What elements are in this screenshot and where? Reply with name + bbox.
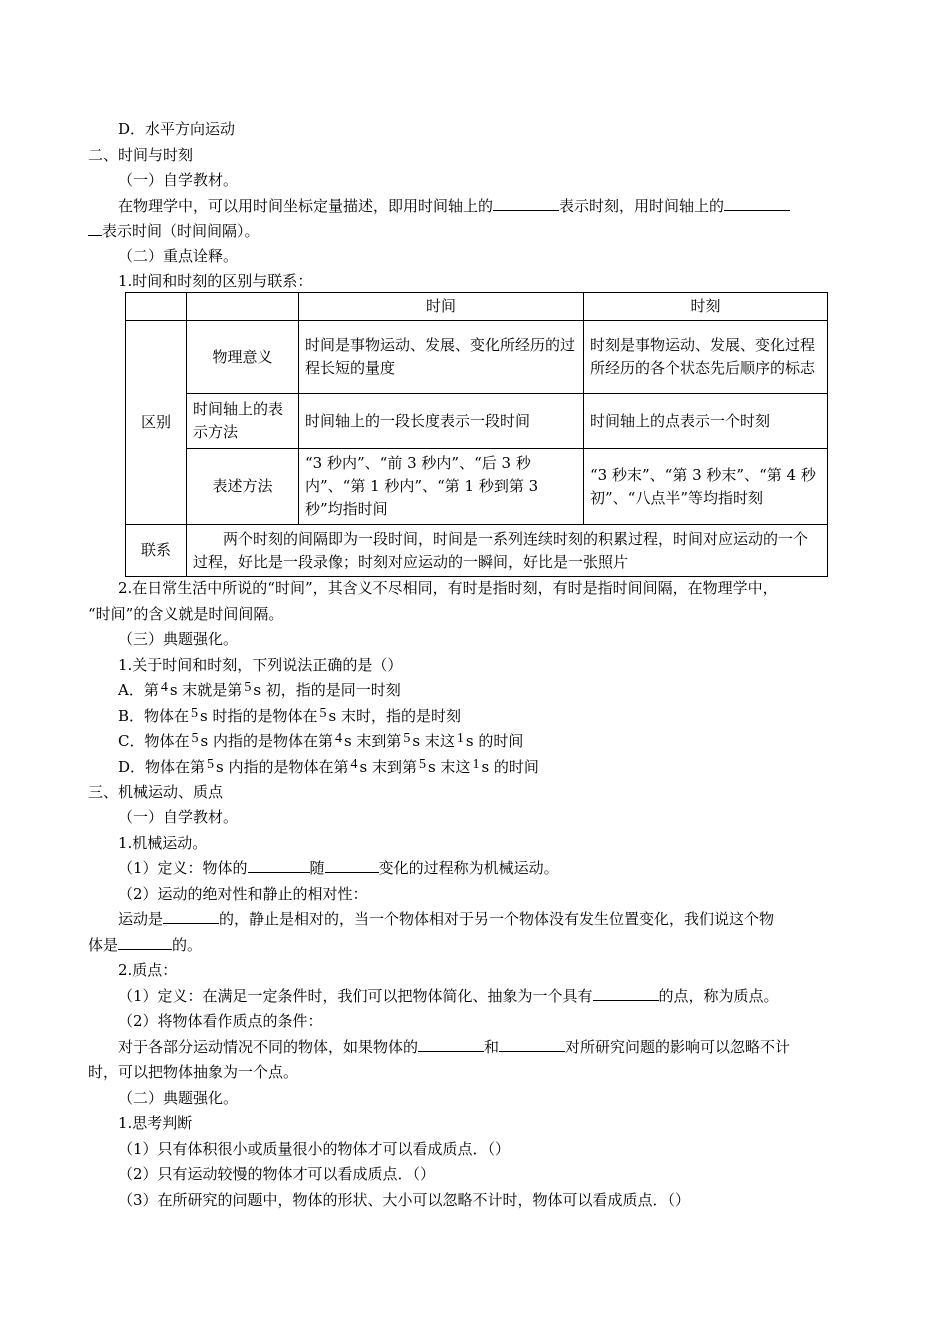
text: s 末就是第 [169, 681, 243, 699]
definition-particle [118, 985, 779, 1007]
paragraph-motion-absolute-cont [88, 934, 202, 956]
item-absolute-relative: （2）运动的绝对性和静止的相对性： [118, 885, 368, 903]
paragraph-motion-absolute [118, 908, 774, 930]
text: A．第 [118, 681, 159, 699]
number: 5 [191, 706, 199, 721]
text: 的点，称为质点。 [658, 987, 779, 1005]
table-corner-empty [187, 293, 299, 321]
number: 1 [472, 757, 480, 772]
subheading-exercises-2: （二）典题强化。 [118, 1089, 239, 1107]
row-label-axis-representation: 时间轴上的表示方法 [187, 394, 299, 449]
definition-motion [118, 857, 559, 879]
fill-blank[interactable] [118, 934, 172, 950]
option-d-previous: D．水平方向运动 [118, 120, 236, 138]
row-label-physical-meaning: 物理意义 [187, 321, 299, 394]
fill-blank[interactable] [418, 1036, 484, 1052]
cell-moment-meaning: 时刻是事物运动、发展、变化过程所经历的各个状态先后顺序的标志 [584, 321, 828, 394]
text: s 末这 [427, 758, 471, 776]
subheading-key-points: （二）重点诠释。 [118, 247, 239, 265]
text: s 末到第 [359, 758, 417, 776]
number: 5 [418, 757, 426, 772]
text: （1）定义：在满足一定条件时，我们可以把物体简化、抽象为一个具有 [118, 987, 593, 1005]
judgement-2: （2）只有运动较慢的物体才可以看成质点．（） [118, 1165, 436, 1183]
paragraph-particle-condition [118, 1036, 790, 1058]
subheading-self-study: （一）自学教材。 [118, 171, 239, 189]
text: s 末这 [412, 732, 455, 750]
text: C．物体在 [118, 732, 190, 750]
section-heading-motion: 三、机械运动、质点 [88, 783, 224, 801]
paragraph-time-axis-cont [88, 220, 260, 242]
text: s 内指的是物体在第 [200, 732, 333, 750]
cell-time-axis: 时间轴上的一段长度表示一段时间 [299, 394, 584, 449]
row-group-difference: 区别 [126, 321, 187, 525]
row-label-expression: 表述方法 [187, 449, 299, 525]
fill-blank[interactable] [724, 195, 790, 211]
item-particle: 2.质点： [118, 961, 178, 979]
number: 5 [207, 757, 215, 772]
cell-relation-text: 两个时刻的间隔即为一段时间，时间是一系列连续时刻的积累过程，时间对应运动的一个过程，好比是一段录像；时刻对应运动的一瞬间，好比是一张照片 [187, 525, 828, 577]
cell-time-expression: “3 秒内”、“前 3 秒内”、“后 3 秒内”、“第 1 秒内”、“第 1 秒到第 3 秒”均指时间 [299, 449, 584, 525]
number: 4 [160, 680, 168, 695]
item-judgement: 1.思考判断 [118, 1114, 193, 1132]
text: 体是 [88, 936, 119, 954]
fill-blank[interactable] [248, 857, 310, 873]
cell-moment-expression: “3 秒末”、“第 3 秒末”、“第 4 秒初”、“八点半”等均指时刻 [584, 449, 828, 525]
text: 在物理学中，可以用时间坐标定量描述，即用时间轴上的 [118, 197, 494, 215]
option-b [118, 705, 461, 729]
text: 随 [309, 859, 325, 877]
text: 的。 [172, 936, 203, 954]
text: s 时指的是物体在 [200, 707, 318, 725]
text: 表示时刻，用时间轴上的 [559, 197, 725, 215]
option-a [118, 679, 401, 703]
option-d [118, 756, 539, 780]
item-particle-condition: （2）将物体看作质点的条件： [118, 1012, 323, 1030]
fill-blank[interactable] [499, 1036, 565, 1052]
text: s 的时间 [481, 758, 539, 776]
table-caption: 1.时间和时刻的区别与联系： [118, 272, 313, 290]
fill-blank[interactable] [88, 220, 102, 236]
section-heading-time: 二、时间与时刻 [88, 146, 194, 164]
text: 对于各部分运动情况不同的物体，如果物体的 [118, 1038, 419, 1056]
paragraph-particle-condition-cont: 时，可以把物体抽象为一个点。 [88, 1063, 299, 1081]
table-corner-empty [126, 293, 187, 321]
paragraph-time-axis [118, 195, 790, 217]
text: 变化的过程称为机械运动。 [378, 859, 559, 877]
number: 4 [350, 757, 358, 772]
text: 和 [484, 1038, 500, 1056]
text: D．物体在第 [118, 758, 206, 776]
subheading-exercises: （三）典题强化。 [118, 630, 239, 648]
judgement-1: （1）只有体积很小或质量很小的物体才可以看成质点．（） [118, 1140, 511, 1158]
fill-blank[interactable] [163, 908, 219, 924]
paragraph-daily-time: 2.在日常生活中所说的“时间”，其含义不尽相同，有时是指时刻，有时是指时间间隔，在物理学中， [118, 579, 778, 597]
time-moment-table [125, 292, 828, 577]
number: 5 [319, 706, 327, 721]
header-moment: 时刻 [584, 293, 828, 321]
number: 5 [403, 731, 411, 746]
text: 对所研究问题的影响可以忽略不计 [565, 1038, 791, 1056]
cell-time-meaning: 时间是事物运动、发展、变化所经历的过程长短的量度 [299, 321, 584, 394]
number: 4 [334, 731, 342, 746]
number: 5 [244, 680, 252, 695]
fill-blank[interactable] [593, 985, 659, 1001]
row-group-relation: 联系 [126, 525, 187, 577]
text: s 末到第 [343, 732, 402, 750]
text: 表示时间（时间间隔）。 [102, 222, 260, 240]
number: 1 [456, 731, 464, 746]
number: 5 [191, 731, 199, 746]
text: 的，静止是相对的，当一个物体相对于另一个物体没有发生位置变化，我们说这个物 [219, 910, 775, 928]
paragraph-daily-time-cont: “时间”的含义就是时间间隔。 [88, 605, 284, 623]
item-mechanical-motion: 1.机械运动。 [118, 834, 208, 852]
option-c [118, 730, 523, 754]
cell-moment-axis: 时间轴上的点表示一个时刻 [584, 394, 828, 449]
fill-blank[interactable] [493, 195, 559, 211]
text: （1）定义：物体的 [118, 859, 248, 877]
subheading-self-study-2: （一）自学教材。 [118, 808, 239, 826]
text: s 初，指的是同一时刻 [253, 681, 401, 699]
fill-blank[interactable] [325, 857, 379, 873]
text: s 的时间 [465, 732, 524, 750]
text: s 内指的是物体在第 [216, 758, 349, 776]
question-1: 1.关于时间和时刻，下列说法正确的是（） [118, 656, 403, 674]
judgement-3: （3）在所研究的问题中，物体的形状、大小可以忽略不计时，物体可以看成质点．（） [118, 1191, 691, 1209]
text: 运动是 [118, 910, 164, 928]
text: B．物体在 [118, 707, 190, 725]
text: s 末时，指的是时刻 [328, 707, 461, 725]
header-time: 时间 [299, 293, 584, 321]
